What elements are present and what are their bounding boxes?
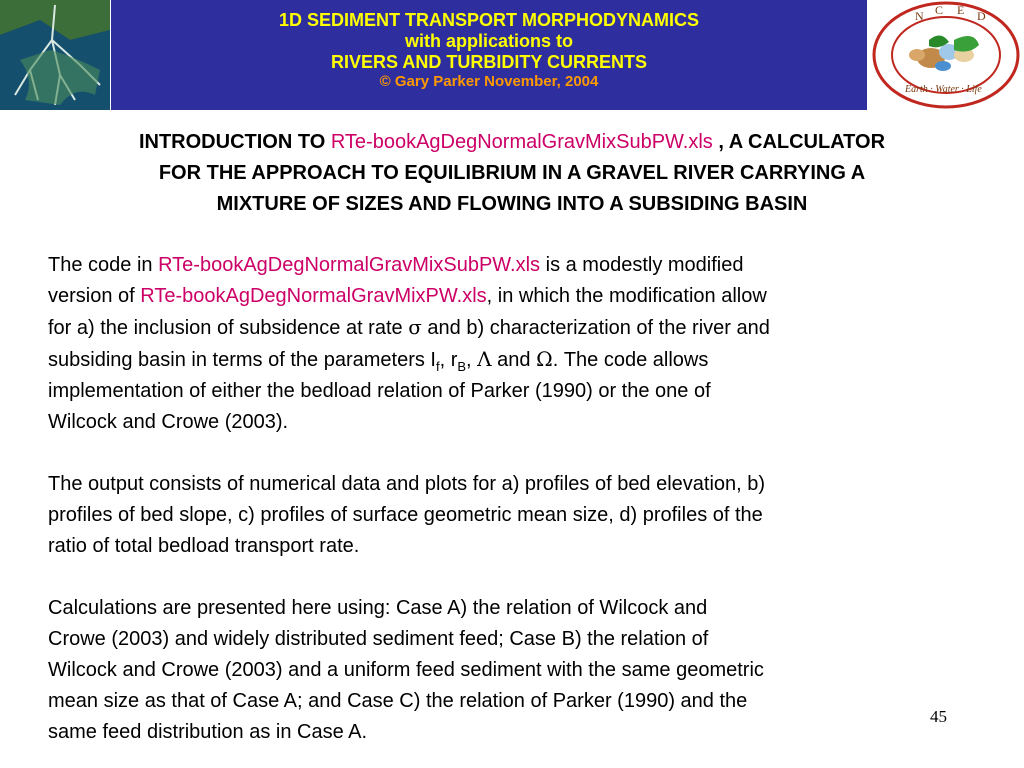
- svg-text:C: C: [935, 3, 944, 17]
- title-rest-1: , A CALCULATOR: [712, 131, 886, 153]
- course-banner: [111, 0, 867, 110]
- p1-text-i: ,: [466, 349, 478, 371]
- subscript-b: B: [457, 359, 467, 374]
- p1-text-d: , in which the modification allow: [486, 285, 767, 307]
- p1-text-b: is a modestly modified: [540, 254, 744, 276]
- paragraph-1: [48, 250, 988, 438]
- banner-line-2: with applications to: [404, 31, 573, 51]
- slide-title: [20, 127, 1004, 220]
- p1-filename-1: RTe-bookAgDegNormalGravMixSubPW.xls: [158, 254, 541, 276]
- omega-symbol: Ω: [536, 347, 553, 371]
- title-prefix: INTRODUCTION TO: [138, 131, 331, 153]
- sigma-symbol: σ: [408, 315, 422, 339]
- title-rest-3: MIXTURE OF SIZES AND FLOWING INTO A SUBSIDING BASIN: [216, 193, 808, 215]
- svg-text:D: D: [977, 9, 986, 23]
- p1-text-k: . The code allows: [552, 349, 709, 371]
- title-rest-2: FOR THE APPROACH TO EQUILIBRIUM IN A GRAVEL RIVER CARRYING A: [158, 162, 866, 184]
- header-bar: [0, 0, 1024, 110]
- p3-line-3: Wilcock and Crowe (2003) and a uniform feed sediment with the same geometric: [48, 659, 764, 681]
- svg-text:N: N: [915, 9, 924, 23]
- delta-satellite-image: [0, 0, 110, 110]
- p3-line-5: same feed distribution as in Case A.: [48, 721, 368, 743]
- lambda-symbol: Λ: [477, 347, 492, 371]
- body-text: [48, 250, 988, 748]
- p2-line-2: profiles of bed slope, c) profiles of surface geometric mean size, d) profiles of the: [48, 504, 763, 526]
- banner-copyright: © Gary Parker November, 2004: [379, 73, 599, 90]
- paragraph-3: [48, 593, 988, 748]
- banner-line-3: RIVERS AND TURBIDITY CURRENTS: [330, 52, 648, 72]
- page-number: 45: [930, 707, 947, 726]
- p3-line-1: Calculations are presented here using: Case A) the relation of Wilcock and: [48, 597, 708, 619]
- p1-text-a: The code in: [48, 254, 159, 276]
- banner-line-1: 1D SEDIMENT TRANSPORT MORPHODYNAMICS: [278, 10, 700, 30]
- p1-text-l: implementation of either the bedload relation of Parker (1990) or the one of: [48, 380, 711, 402]
- p3-line-4: mean size as that of Case A; and Case C) the relation of Parker (1990) and the: [48, 690, 748, 712]
- p3-line-2: Crowe (2003) and widely distributed sediment feed; Case B) the relation of: [48, 628, 709, 650]
- p1-filename-2: RTe-bookAgDegNormalGravMixPW.xls: [140, 285, 487, 307]
- nced-logo: [869, 0, 1024, 110]
- paragraph-2: [48, 469, 988, 562]
- p1-text-g: subsiding basin in terms of the parameters I: [48, 349, 436, 371]
- p2-line-3: ratio of total bedload transport rate.: [48, 535, 360, 557]
- p2-line-1: The output consists of numerical data and plots for a) profiles of bed elevation, b): [48, 473, 766, 495]
- p1-text-c: version of: [48, 285, 141, 307]
- p1-text-m: Wilcock and Crowe (2003).: [48, 411, 289, 433]
- subscript-f: f: [435, 359, 440, 374]
- p1-text-f: and b) characterization of the river and: [421, 317, 770, 339]
- title-filename: RTe-bookAgDegNormalGravMixSubPW.xls: [330, 131, 713, 153]
- svg-text:Earth · Water · Life: Earth · Water · Life: [905, 84, 982, 95]
- p1-text-e: for a) the inclusion of subsidence at rate: [48, 317, 409, 339]
- p1-text-h: , r: [439, 349, 458, 371]
- p1-text-j: and: [491, 349, 537, 371]
- svg-text:E: E: [957, 3, 965, 17]
